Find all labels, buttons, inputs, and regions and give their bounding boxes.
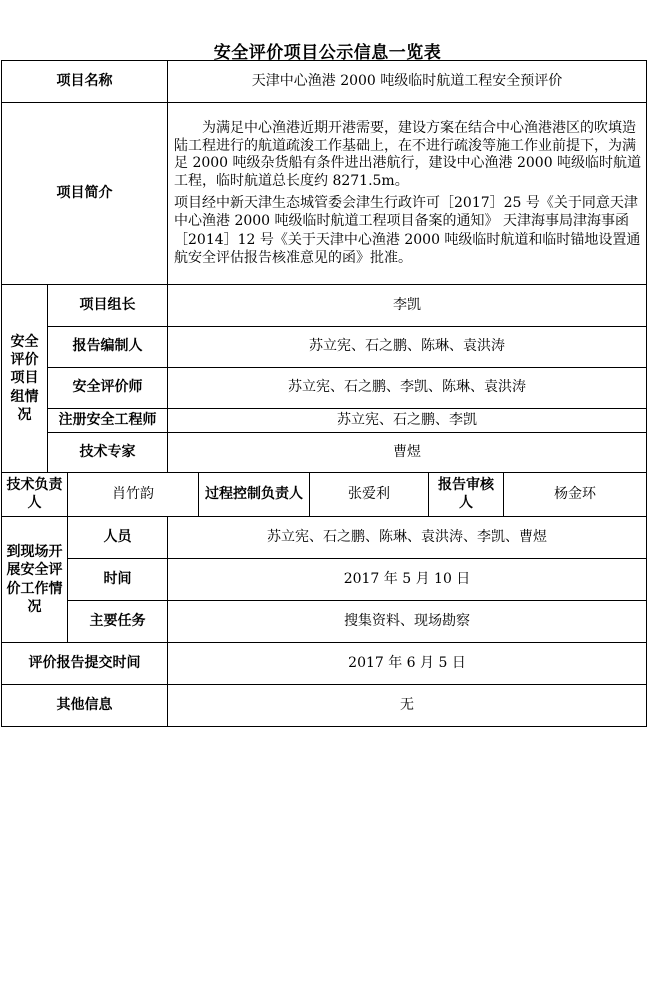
project-name-label: 项目名称 — [2, 61, 168, 103]
team-row-label: 安全评价师 — [48, 368, 168, 409]
team-row-label: 注册安全工程师 — [48, 409, 168, 433]
team-row-value: 苏立宪、石之鹏、李凯、陈琳、袁洪涛 — [168, 368, 647, 409]
tech-lead-value: 肖竹韵 — [68, 473, 199, 517]
row-safety-assessors — [2, 368, 647, 409]
row-onsite-tasks — [2, 601, 647, 643]
row-project-intro — [2, 103, 647, 285]
other-info-value: 无 — [168, 685, 647, 727]
team-row-value: 李凯 — [168, 285, 647, 327]
other-info-label: 其他信息 — [2, 685, 168, 727]
onsite-row-label: 主要任务 — [68, 601, 168, 643]
team-group-label: 安全评价项目组情况 — [2, 285, 48, 473]
row-submit-time — [2, 643, 647, 685]
team-row-label: 技术专家 — [48, 433, 168, 473]
report-reviewer-value: 杨金环 — [504, 473, 647, 517]
team-row-label: 项目组长 — [48, 285, 168, 327]
row-onsite-personnel — [2, 517, 647, 559]
onsite-row-label: 人员 — [68, 517, 168, 559]
onsite-group-label: 到现场开展安全评价工作情况 — [2, 517, 68, 643]
project-name-value: 天津中心渔港 2000 吨级临时航道工程安全预评价 — [168, 61, 647, 103]
row-registered-engineers — [2, 409, 647, 433]
intro-paragraph-1: 为满足中心渔港近期开港需要，建设方案在结合中心渔港港区的吹填造陆工程进行的航道疏浚工作基础上，在不进行疏浚等施工作业前提下，为满足 2000 吨级杂货船有条件进出港航行，建设中心渔港 2000 吨级临时航道工程，临时航道总长度约 8271.5m。 — [174, 120, 642, 189]
row-report-authors — [2, 327, 647, 368]
project-intro-value — [168, 103, 647, 285]
onsite-row-label: 时间 — [68, 559, 168, 601]
team-row-value: 苏立宪、石之鹏、陈琳、袁洪涛 — [168, 327, 647, 368]
onsite-row-value: 搜集资料、现场勘察 — [168, 601, 647, 643]
process-control-label: 过程控制负责人 — [199, 473, 310, 517]
row-other-info — [2, 685, 647, 727]
page-title: 安全评价项目公示信息一览表 — [213, 43, 442, 63]
report-reviewer-label: 报告审核人 — [429, 473, 504, 517]
team-row-label: 报告编制人 — [48, 327, 168, 368]
row-project-name — [2, 61, 647, 103]
row-responsible-persons — [2, 473, 647, 517]
row-onsite-time — [2, 559, 647, 601]
intro-paragraph-2: 项目经中新天津生态城管委会津生行政许可［2017］25 号《关于同意天津中心渔港 2000 吨级临时航道工程项目备案的通知》 天津海事局津海事函［2014］12 号《关于天津中心渔港 2000 吨级临时航道和临时锚地设置通航安全评估报告核准意见的函》批准。 — [174, 195, 641, 266]
onsite-row-value: 苏立宪、石之鹏、陈琳、袁洪涛、李凯、曹煜 — [168, 517, 647, 559]
team-row-value: 曹煜 — [168, 433, 647, 473]
row-team-leader — [2, 285, 647, 327]
submit-time-label: 评价报告提交时间 — [2, 643, 168, 685]
submit-time-value: 2017 年 6 月 5 日 — [168, 643, 647, 685]
process-control-value: 张爱利 — [310, 473, 429, 517]
onsite-row-value: 2017 年 5 月 10 日 — [168, 559, 647, 601]
project-intro-label: 项目简介 — [2, 103, 168, 285]
team-row-value: 苏立宪、石之鹏、李凯 — [168, 409, 647, 433]
tech-lead-label: 技术负责人 — [2, 473, 68, 517]
info-table — [1, 60, 647, 727]
row-tech-expert — [2, 433, 647, 473]
